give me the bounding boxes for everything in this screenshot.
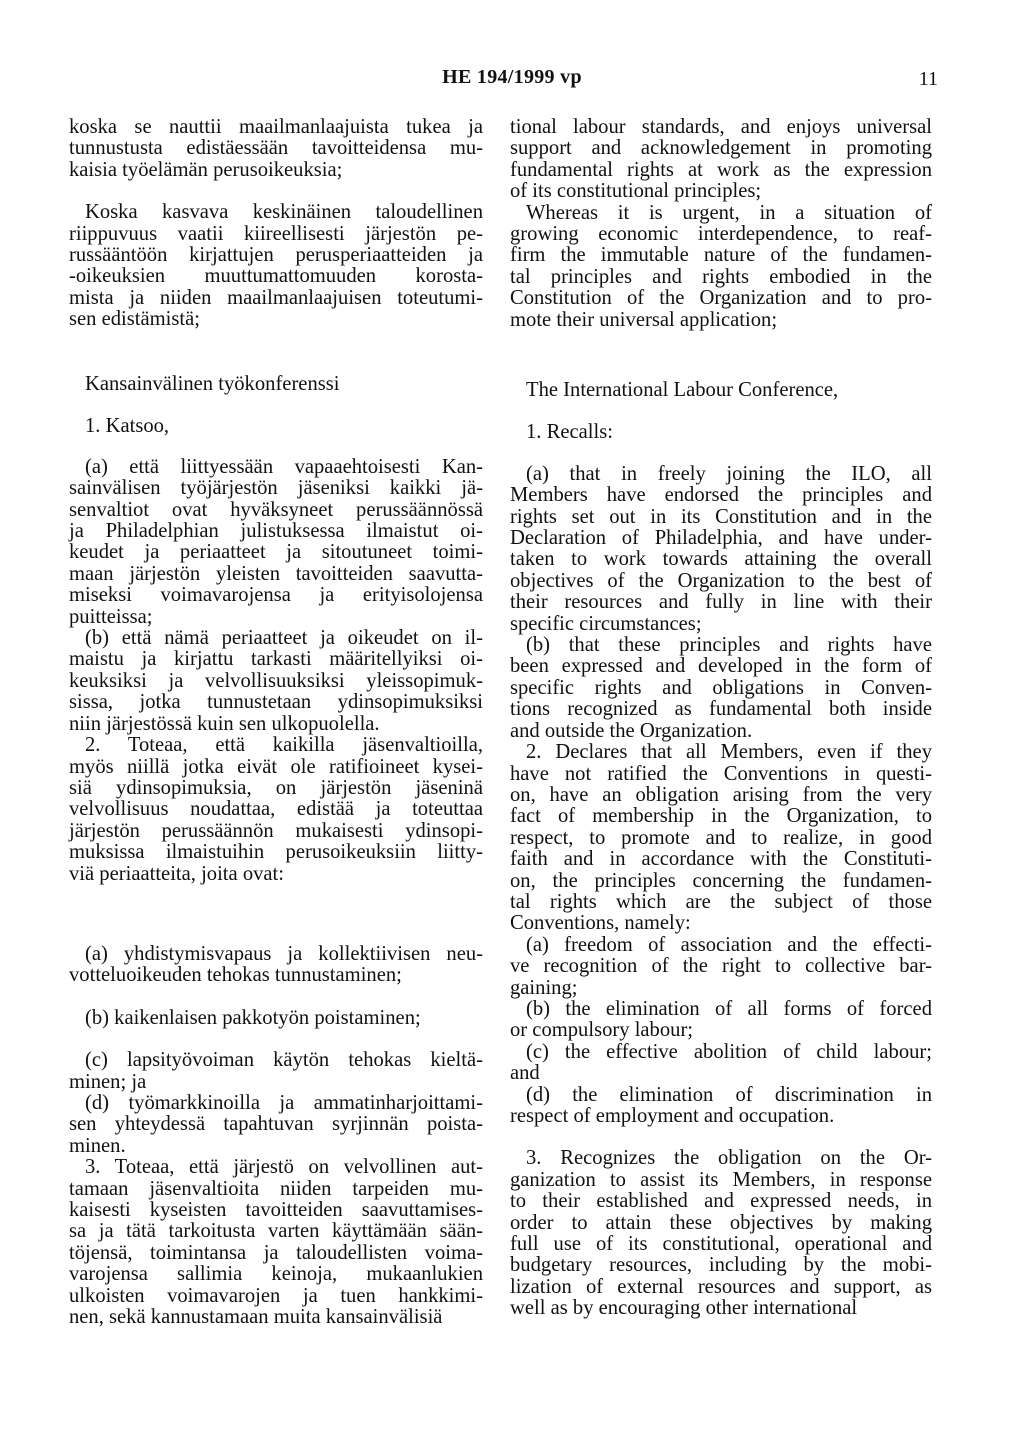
text-line: respect of employment and occupation.: [510, 1105, 835, 1127]
english-column: [510, 117, 932, 331]
text-line: Conventions, namely:: [510, 912, 691, 935]
fi-item-2d: [69, 1093, 483, 1157]
text-line: minen; ja: [69, 1070, 147, 1093]
text-line: (d) the elimination of discrimination in: [526, 1083, 932, 1106]
en-item-2b: [510, 999, 932, 1042]
text-line: sen yhteydessä tapahtuvan syrjinnän poista-: [69, 1113, 483, 1136]
text-line: (d) työmarkkinoilla ja ammatinharjoittami-: [85, 1091, 483, 1114]
text-line: 2. Toteaa, että kaikilla jäsenvaltioilla,: [85, 734, 483, 757]
text-line: nen, sekä kannustamaan muita kansainvälisiä: [69, 1306, 443, 1329]
text-line: gaining;: [510, 976, 578, 999]
text-line: tunnustusta edistäessään tavoitteidensa mu-: [69, 137, 483, 160]
text-line: (b) that these principles and rights have: [526, 634, 932, 657]
text-line: koska se nauttii maailmanlaajuista tukea ja: [69, 116, 483, 138]
text-line: mista ja niiden maailmanlaajuisen toteutumi-: [69, 286, 483, 309]
text-line: 3. Toteaa, että järjestö on velvollinen aut-: [85, 1156, 483, 1179]
text-line: Constitution of the Organization and to pro-: [510, 287, 932, 310]
fi-item-3: [69, 1157, 483, 1328]
text-line: minen.: [69, 1134, 126, 1157]
text-line: specific rights and obligations in Conven-: [510, 676, 932, 699]
document-id: HE 194/1999 vp: [442, 66, 582, 88]
text-line: on, have an obligation arising from the very: [510, 783, 932, 806]
text-line: lization of external resources and support, as: [510, 1275, 932, 1298]
fi-intro-paragraph-1: [69, 117, 483, 181]
text-line: russääntöön kirjattujen perusperiaatteiden ja: [69, 244, 483, 267]
text-line: order to attain these objectives by making: [510, 1211, 932, 1234]
text-line: siä ydinsopimuksia, on järjestön jäseninä: [69, 776, 483, 799]
text-line: and outside the Organization.: [510, 719, 753, 742]
english-column-body: [510, 380, 932, 1320]
text-line: tions recognized as fundamental both inside: [510, 698, 932, 721]
fi-conference-heading: Kansainvälinen työkonferenssi: [85, 373, 340, 395]
text-line: muksissa ilmaistuihin perusoikeuksiin liitty-: [69, 841, 483, 864]
text-line: (a) että liittyessään vapaaehtoisesti Kan-: [85, 455, 483, 478]
text-line: järjestön perussäännön mukaisesti ydinsopi-: [69, 819, 483, 842]
text-line: of its constitutional principles;: [510, 180, 762, 203]
en-intro-paragraph-2: [510, 203, 932, 331]
text-line: sa ja tätä tarkoitusta varten käyttämään sään-: [69, 1220, 483, 1243]
text-line: sissa, jotka tunnustetaan ydinsopimuksiksi: [69, 691, 483, 714]
text-line: been expressed and developed in the form of: [510, 655, 932, 678]
text-line: have not ratified the Conventions in questi-: [510, 762, 932, 785]
en-conference-heading: The International Labour Conference,: [526, 379, 839, 401]
en-item-1b: [510, 635, 932, 742]
text-line: sen edistämistä;: [69, 308, 200, 331]
text-line: taken to work towards attaining the overall: [510, 548, 932, 571]
text-line: growing economic interdependence, to reaf-: [510, 223, 932, 246]
text-line: ja Philadelphian julistuksessa ilmaistut oi-: [69, 520, 483, 543]
text-line: (b) kaikenlaisen pakkotyön poistaminen;: [85, 1006, 421, 1029]
text-line: or compulsory labour;: [510, 1019, 694, 1042]
text-line: kaisia työelämän perusoikeuksia;: [69, 158, 343, 181]
fi-item-2c: [69, 1050, 483, 1093]
text-line: keudet ja periaatteet ja sitoutuneet toimi-: [69, 541, 483, 564]
text-line: velvollisuus noudattaa, edistää ja toteuttaa: [69, 798, 483, 821]
text-line: kaisesti kyseisten tavoitteiden saavuttamises-: [69, 1199, 483, 1221]
text-line: 2. Declares that all Members, even if they: [526, 741, 932, 764]
text-line: faith and in accordance with the Constituti-: [510, 848, 932, 871]
text-line: (b) the elimination of all forms of forced: [526, 997, 932, 1020]
finnish-column: [69, 117, 483, 331]
text-line: (c) lapsityövoiman käytön tehokas kieltä-: [85, 1049, 483, 1072]
fi-item-2b: [69, 1008, 483, 1029]
text-line: (c) the effective abolition of child labour;: [526, 1040, 932, 1063]
en-item-2a: [510, 935, 932, 999]
text-line: -oikeuksien muuttumattomuuden korosta-: [69, 265, 483, 288]
text-line: tal principles and rights embodied in the: [510, 265, 932, 288]
text-line: (a) freedom of association and the effecti-: [526, 933, 932, 956]
text-line: (a) yhdistymisvapaus ja kollektiivisen neu-: [85, 942, 483, 965]
page-header: [0, 66, 1024, 96]
en-intro-paragraph-1: [510, 117, 932, 203]
text-line: fact of membership in the Organization, to: [510, 805, 932, 828]
text-line: töjensä, toimintansa ja taloudellisten voima-: [69, 1241, 483, 1264]
text-line: sainvälisen työjärjestön jäseniksi kaikki jä-: [69, 477, 483, 500]
text-line: puitteissa;: [69, 605, 153, 628]
text-line: 3. Recognizes the obligation on the Or-: [526, 1147, 932, 1170]
fi-item-1-title: 1. Katsoo,: [85, 415, 170, 438]
fi-item-1a: [69, 457, 483, 628]
en-item-1-title: 1. Recalls:: [526, 421, 613, 444]
text-line: respect, to promote and to realize, in good: [510, 826, 932, 849]
text-line: keuksiksi ja velvollisuuksiksi yleissopimuk-: [69, 669, 483, 692]
text-line: tamaan jäsenvaltioita niiden tarpeiden mu-: [69, 1177, 483, 1200]
text-line: ganization to assist its Members, in response: [510, 1168, 932, 1191]
text-line: Members have endorsed the principles and: [510, 484, 932, 507]
text-line: firm the immutable nature of the fundamen-: [510, 244, 932, 267]
text-line: rights set out in its Constitution and in the: [510, 505, 932, 528]
text-line: maan järjestön yleisten tavoitteiden saavutta-: [69, 562, 483, 585]
text-line: well as by encouraging other international: [510, 1297, 858, 1320]
text-line: full use of its constitutional, operational and: [510, 1233, 932, 1256]
text-line: support and acknowledgement in promoting: [510, 137, 932, 160]
text-line: to their established and expressed needs, in: [510, 1190, 932, 1213]
text-line: myös niillä jotka eivät ole ratifioineet kysei-: [69, 755, 483, 778]
text-line: tal rights which are the subject of those: [510, 890, 932, 913]
text-line: on, the principles concerning the fundamen-: [510, 869, 932, 892]
fi-item-1b: [69, 628, 483, 735]
text-line: ve recognition of the right to collective bar-: [510, 955, 932, 978]
text-line: (b) että nämä periaatteet ja oikeudet on il-: [85, 627, 483, 650]
en-item-2c: [510, 1042, 932, 1085]
text-line: ulkoisten voimavarojen ja tuen hankkimi-: [69, 1284, 483, 1307]
text-line: maistu ja kirjattu tarkasti määritellyiksi oi-: [69, 648, 483, 671]
text-line: Whereas it is urgent, in a situation of: [526, 201, 932, 224]
en-item-1a: [510, 464, 932, 635]
text-line: specific circumstances;: [510, 612, 702, 635]
text-line: tional labour standards, and enjoys universal: [510, 116, 932, 138]
en-item-2: [510, 742, 932, 935]
text-line: senvaltiot ovat hyväksyneet perussäännössä: [69, 498, 483, 521]
text-line: budgetary resources, including by the mobi-: [510, 1254, 932, 1277]
fi-item-2a: [69, 944, 483, 987]
finnish-column-body: [69, 374, 483, 1328]
text-line: varojensa sallimia keinoja, mukaanlukien: [69, 1263, 483, 1286]
fi-item-2: [69, 735, 483, 885]
text-line: their resources and fully in line with their: [510, 591, 932, 614]
text-line: Declaration of Philadelphia, and have under-: [510, 527, 932, 550]
text-line: and: [510, 1062, 540, 1085]
fi-intro-paragraph-2: [69, 202, 483, 330]
text-line: niin järjestössä kuin sen ulkopuolella.: [69, 712, 380, 735]
en-item-3: [510, 1148, 932, 1319]
text-line: Koska kasvava keskinäinen taloudellinen: [85, 201, 483, 224]
page-number: 11: [918, 68, 938, 90]
text-line: (a) that in freely joining the ILO, all: [526, 462, 932, 485]
text-line: viä periaatteita, joita ovat:: [69, 862, 284, 885]
text-line: fundamental rights at work as the expression: [510, 158, 932, 181]
text-line: miseksi voimavarojensa ja erityisolojensa: [69, 584, 483, 607]
text-line: objectives of the Organization to the best of: [510, 569, 932, 592]
text-line: riippuvuus vaatii kiireellisesti järjestön pe-: [69, 222, 483, 245]
en-item-2d: [510, 1085, 932, 1128]
text-line: votteluoikeuden tehokas tunnustaminen;: [69, 964, 402, 987]
text-line: mote their universal application;: [510, 308, 778, 331]
